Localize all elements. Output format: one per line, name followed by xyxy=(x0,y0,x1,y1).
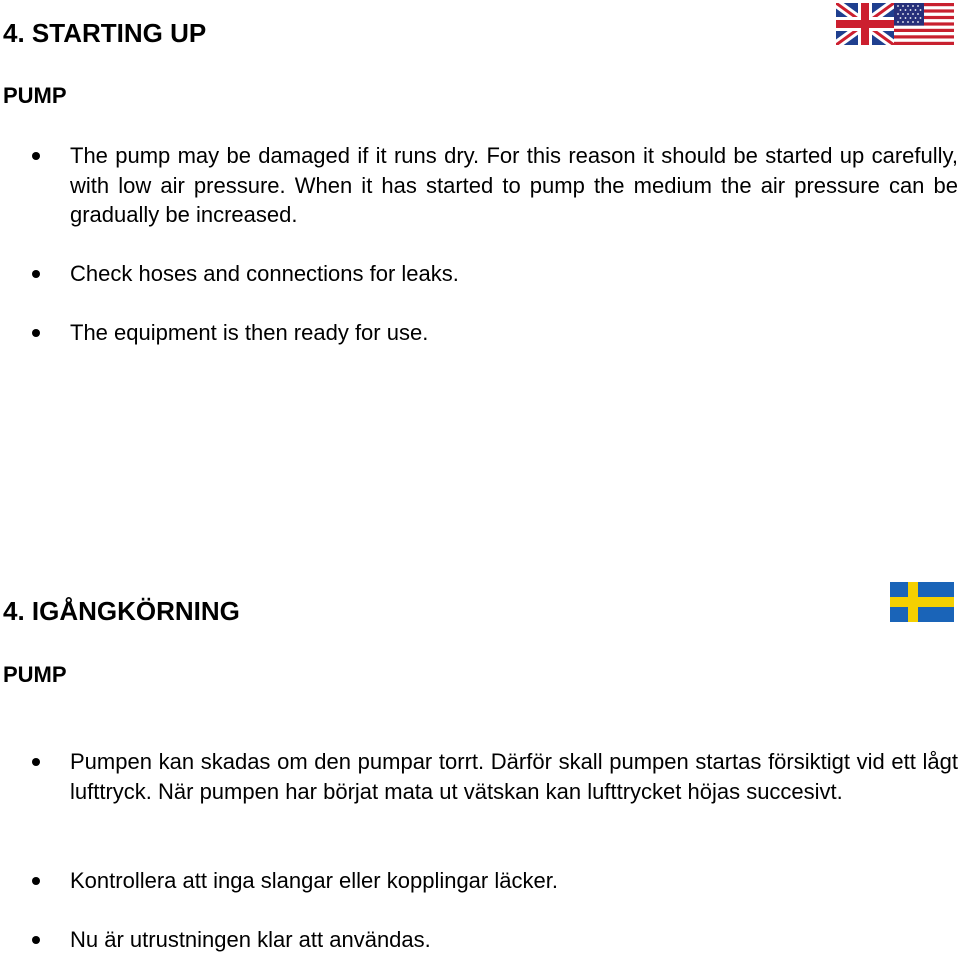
list-item-text: Kontrollera att inga slangar eller kopplingar läcker. xyxy=(70,868,558,893)
section-heading: 4. STARTING UP xyxy=(3,18,207,48)
bullet-icon xyxy=(32,329,40,337)
us-flag-icon xyxy=(894,3,954,45)
list-item xyxy=(70,747,958,806)
swedish-flag-icon xyxy=(890,582,954,622)
list-item xyxy=(70,141,958,230)
bullet-icon xyxy=(32,936,40,944)
list-item xyxy=(70,925,958,955)
uk-us-flag-icon xyxy=(836,3,954,45)
list-item xyxy=(70,866,958,896)
list-item-text: Pumpen kan skadas om den pumpar torrt. Därför skall pumpen startas försiktigt vid ett lågt lufttryck. När pumpen har börjat mata ut vätskan kan lufttrycket höjas succesivt. xyxy=(70,749,958,804)
list-item-text: Nu är utrustningen klar att användas. xyxy=(70,927,431,952)
list-item xyxy=(70,259,958,289)
section-subheading: PUMP xyxy=(3,83,67,108)
list-item xyxy=(70,318,958,348)
list-item-text: The equipment is then ready for use. xyxy=(70,320,429,345)
bullet-icon xyxy=(32,270,40,278)
bullet-icon xyxy=(32,758,40,766)
section-heading: 4. IGÅNGKÖRNING xyxy=(3,596,240,626)
uk-flag-icon xyxy=(836,3,894,45)
list-item-text: The pump may be damaged if it runs dry. For this reason it should be started up carefully, with low air pressure. When it has started to pump the medium the air pressure can be gradually be increased. xyxy=(70,143,958,227)
list-item-text: Check hoses and connections for leaks. xyxy=(70,261,459,286)
bullet-icon xyxy=(32,152,40,160)
section-subheading: PUMP xyxy=(3,662,67,687)
bullet-icon xyxy=(32,877,40,885)
